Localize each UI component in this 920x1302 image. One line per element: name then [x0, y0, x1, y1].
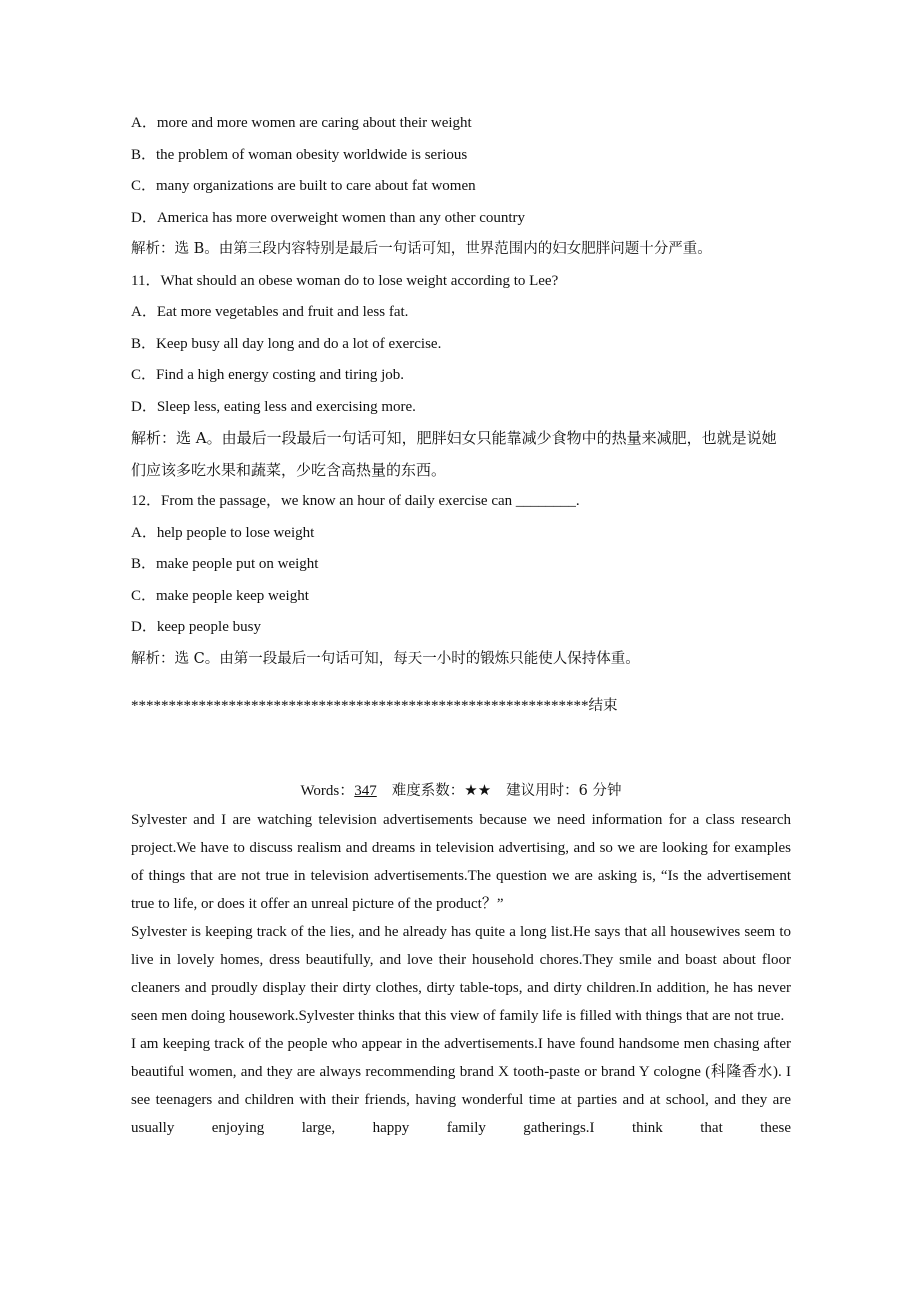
q11-option-c: C．Find a high energy costing and tiring job. [131, 367, 405, 383]
q12-option-c: C．make people keep weight [131, 587, 309, 604]
q10-option-b: B．the problem of woman obesity worldwide is serious [131, 146, 468, 163]
suggested-time: 建议用时：6 分钟 [506, 783, 622, 799]
q11-question: 11．What should an obese woman do to lose weight according to Lee? [131, 272, 559, 289]
q12-analysis: 解析：选 C。由第一段最后一句话可知，每天一小时的锻炼只能使人保持体重。 [131, 650, 640, 667]
q12-question: 12．From the passage，we know an hour of daily exercise can ________. [131, 493, 580, 509]
question-11 [131, 266, 791, 487]
difficulty-label: 难度系数： [391, 783, 465, 799]
document-page [131, 108, 791, 1142]
q12-option-d: D．keep people busy [131, 619, 261, 635]
question-10-options [131, 108, 791, 266]
separator-stars: ************************************************************* [131, 698, 589, 714]
q10-option-a: A．more and more women are caring about their weight [131, 115, 472, 131]
passage-paragraph-3: I am keeping track of the people who appear in the advertisements.I have found handsome men chasing after beautiful women, and they are always recommending brand X tooth-paste or brand Y cologne (科隆香水). I see teenagers and children with their friends, having wonderful time at parties and at school, and they are usually enjoying large, happy family gatherings.I think that these [131, 1036, 791, 1136]
difficulty-stars: ★★ [464, 783, 492, 799]
q11-option-b: B．Keep busy all day long and do a lot of exercise. [131, 335, 442, 352]
q11-option-d: D．Sleep less, eating less and exercising more. [131, 398, 416, 415]
separator-end-label: 结束 [588, 698, 618, 714]
q10-option-d: D．America has more overweight women than any other country [131, 209, 526, 226]
passage-paragraph-1: Sylvester and I are watching television advertisements because we need information for a class research project.We have to discuss realism and dreams in television advertising, and so we are looking for examples of things that are not true in television advertisements.The question we are asking is, “Is the advertisement true to life, or does it offer an unreal picture of the product？” [131, 812, 791, 912]
passage-paragraph-2: Sylvester is keeping track of the lies, and he already has quite a long list.He says that all housewives seem to live in lovely homes, dress beautifully, and love their household chores.They smile and boast about floor cleaners and proudly display their dirty clothes, dirty table-tops, and dirty children.In addition, he has never seen men doing housework.Sylvester thinks that this view of family life is filled with things that are not true. [131, 924, 791, 1024]
q11-analysis: 解析：选 A。由最后一段最后一句话可知，肥胖妇女只能靠减少食物中的热量来减肥，也就是说她们应该多吃水果和蔬菜，少吃含高热量的东西。 [131, 429, 777, 479]
passage-meta [131, 776, 791, 806]
q10-option-c: C．many organizations are built to care about fat women [131, 178, 476, 194]
q12-option-a: A．help people to lose weight [131, 524, 315, 541]
q11-option-a: A．Eat more vegetables and fruit and less fat. [131, 304, 409, 320]
q12-option-b: B．make people put on weight [131, 556, 319, 572]
q10-analysis: 解析：选 B。由第三段内容特别是最后一句话可知，世界范围内的妇女肥胖问题十分严重。 [131, 241, 712, 257]
words-count: 347 [354, 783, 377, 799]
question-12 [131, 486, 791, 675]
words-label: Words： [300, 783, 355, 799]
end-separator [131, 691, 791, 722]
passage [131, 806, 791, 1142]
